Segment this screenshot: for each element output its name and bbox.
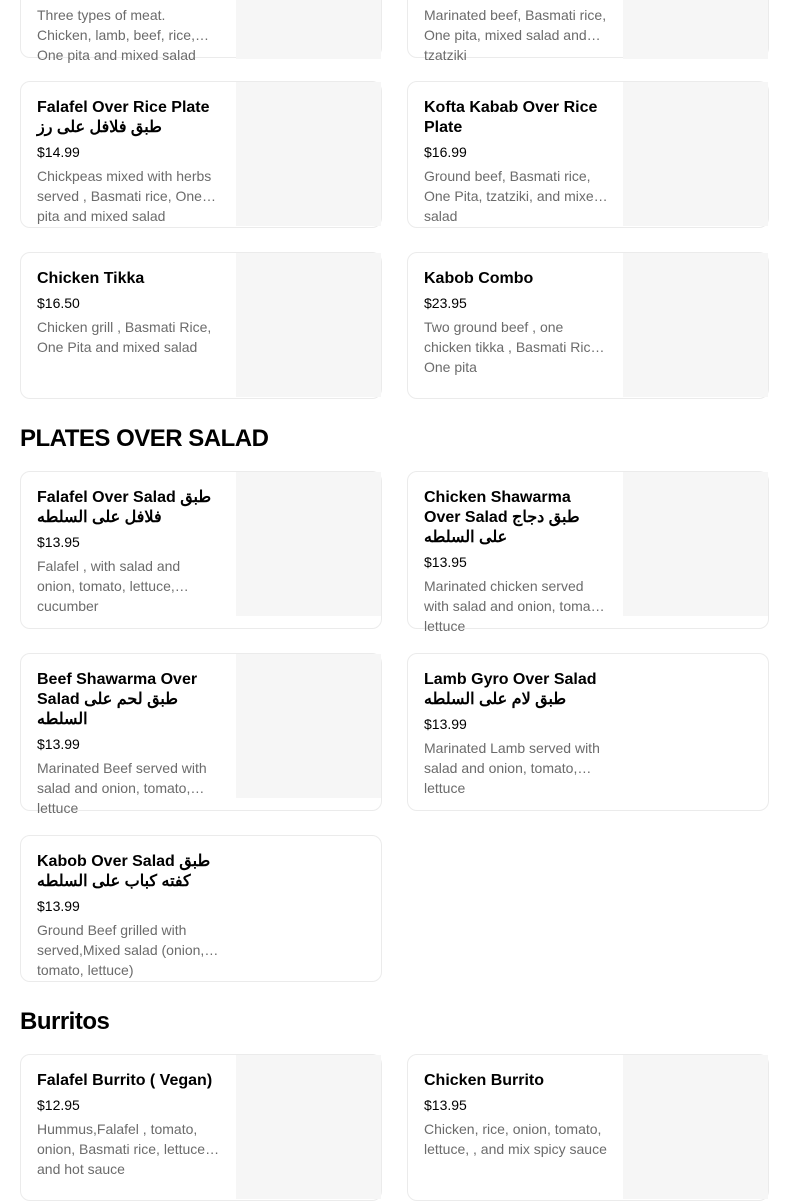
menu-item-name: Chicken Burrito xyxy=(424,1072,545,1089)
menu-item-price: $23.95 xyxy=(424,295,467,311)
menu-item-image xyxy=(236,654,381,798)
menu-item-card[interactable] xyxy=(407,1054,769,1201)
menu-item-text xyxy=(424,269,608,375)
menu-item-image xyxy=(623,82,768,226)
menu-item-description: Two ground beef , one chicken tikka , Basmati Rice, One pita xyxy=(424,319,603,375)
menu-item-price: $14.99 xyxy=(37,144,80,160)
menu-item-text xyxy=(424,1,608,63)
menu-item-text xyxy=(37,269,221,357)
menu-item-card[interactable] xyxy=(20,81,382,228)
menu-item-description: Marinated chicken served with salad and onion, tomato, lettuce xyxy=(424,578,607,634)
menu-item-price: $13.99 xyxy=(37,736,80,752)
menu-item-description: Chickpeas mixed with herbs served , Basmati rice, One pita and mixed salad xyxy=(37,168,212,224)
menu-item-name: Lamb Gyro Over Salad طبق لام على السلطه xyxy=(424,671,597,708)
menu-item-image xyxy=(623,1055,768,1199)
menu-item-image xyxy=(623,0,768,59)
menu-item-price: $13.95 xyxy=(424,554,467,570)
menu-item-description: Chicken grill , Basmati Rice, One Pita and mixed salad xyxy=(37,319,212,355)
menu-item-card[interactable] xyxy=(407,653,769,811)
menu-item-image xyxy=(623,253,768,397)
menu-item-card[interactable] xyxy=(407,81,769,228)
menu-item-image xyxy=(236,253,381,397)
menu-item-name: Beef Shawarma Over Salad طبق لحم على السلطه xyxy=(37,671,198,728)
menu-item-name: Falafel Over Rice Plate طبق فلافل على رز xyxy=(37,99,210,136)
menu-item-description: Ground beef, Basmati rice, One Pita, tzatziki, and mixed salad xyxy=(424,168,602,224)
menu-item-card[interactable] xyxy=(20,835,382,982)
menu-item-card[interactable] xyxy=(20,471,382,629)
menu-item-description: Marinated beef, Basmati rice, One pita, mixed salad and tzatziki xyxy=(424,7,607,63)
menu-item-text xyxy=(424,488,608,634)
menu-item-text xyxy=(424,670,608,796)
menu-item-card[interactable] xyxy=(20,1054,382,1201)
menu-item-description: Falafel , with salad and onion, tomato, lettuce, cucumber xyxy=(37,558,181,614)
menu-item-text xyxy=(424,1071,608,1159)
menu-item-name: Falafel Burrito ( Vegan) xyxy=(37,1072,213,1089)
menu-item-description: Marinated Lamb served with salad and onion, tomato, lettuce xyxy=(424,740,600,796)
menu-item-text xyxy=(37,98,221,224)
menu-item-image xyxy=(236,472,381,616)
menu-item-price: $16.99 xyxy=(424,144,467,160)
menu-item-price: $16.50 xyxy=(37,295,80,311)
menu-item-description: Three types of meat. Chicken, lamb, beef, rice, One pita and mixed salad xyxy=(37,7,196,63)
menu-item-description: Hummus,Falafel , tomato, onion, Basmati rice, lettuce and hot sauce xyxy=(37,1121,206,1177)
menu-item-name: Kabob Combo xyxy=(424,270,534,287)
menu-item-price: $13.95 xyxy=(37,534,80,550)
menu-item-name: Chicken Tikka xyxy=(37,270,145,287)
menu-item-price: $13.95 xyxy=(424,1097,467,1113)
section-title-burritos: Burritos xyxy=(20,1008,110,1035)
menu-item-card[interactable] xyxy=(20,252,382,399)
menu-item-card[interactable] xyxy=(407,471,769,634)
section-title-plates-over-salad: PLATES OVER SALAD xyxy=(20,425,269,452)
menu-item-text xyxy=(37,1,221,63)
menu-item-text xyxy=(37,488,221,614)
menu-item-card[interactable] xyxy=(407,252,769,399)
menu-item-text xyxy=(37,670,221,816)
menu-item-text xyxy=(37,1071,221,1177)
menu-item-price: $13.99 xyxy=(37,898,80,914)
menu-item-text xyxy=(424,98,608,224)
menu-item-description: Chicken, rice, onion, tomato, lettuce, , and mix spicy sauce xyxy=(424,1121,607,1157)
menu-item-card[interactable] xyxy=(20,653,382,816)
menu-item-image xyxy=(236,0,381,59)
menu-item-description: Ground Beef grilled with served,Mixed salad (onion, tomato, lettuce) xyxy=(37,922,205,978)
menu-item-name: Chicken Shawarma Over Salad طبق دجاج على السلطه xyxy=(424,489,580,546)
menu-item-image xyxy=(236,82,381,226)
menu-item-name: Falafel Over Salad طبق فلافل على السلطه xyxy=(37,489,212,526)
menu-item-card[interactable] xyxy=(407,0,769,63)
menu-item-price: $12.95 xyxy=(37,1097,80,1113)
menu-item-price: $13.99 xyxy=(424,716,467,732)
menu-item-name: Kofta Kabab Over Rice Plate xyxy=(424,99,598,136)
menu-item-image xyxy=(236,1055,381,1199)
menu-item-card[interactable] xyxy=(20,0,382,63)
menu-item-name: Kabob Over Salad طبق كفته كباب على السلطه xyxy=(37,853,211,890)
menu-item-image xyxy=(623,472,768,616)
menu-item-text xyxy=(37,852,221,978)
menu-item-description: Marinated Beef served with salad and onion, tomato, lettuce xyxy=(37,760,207,816)
